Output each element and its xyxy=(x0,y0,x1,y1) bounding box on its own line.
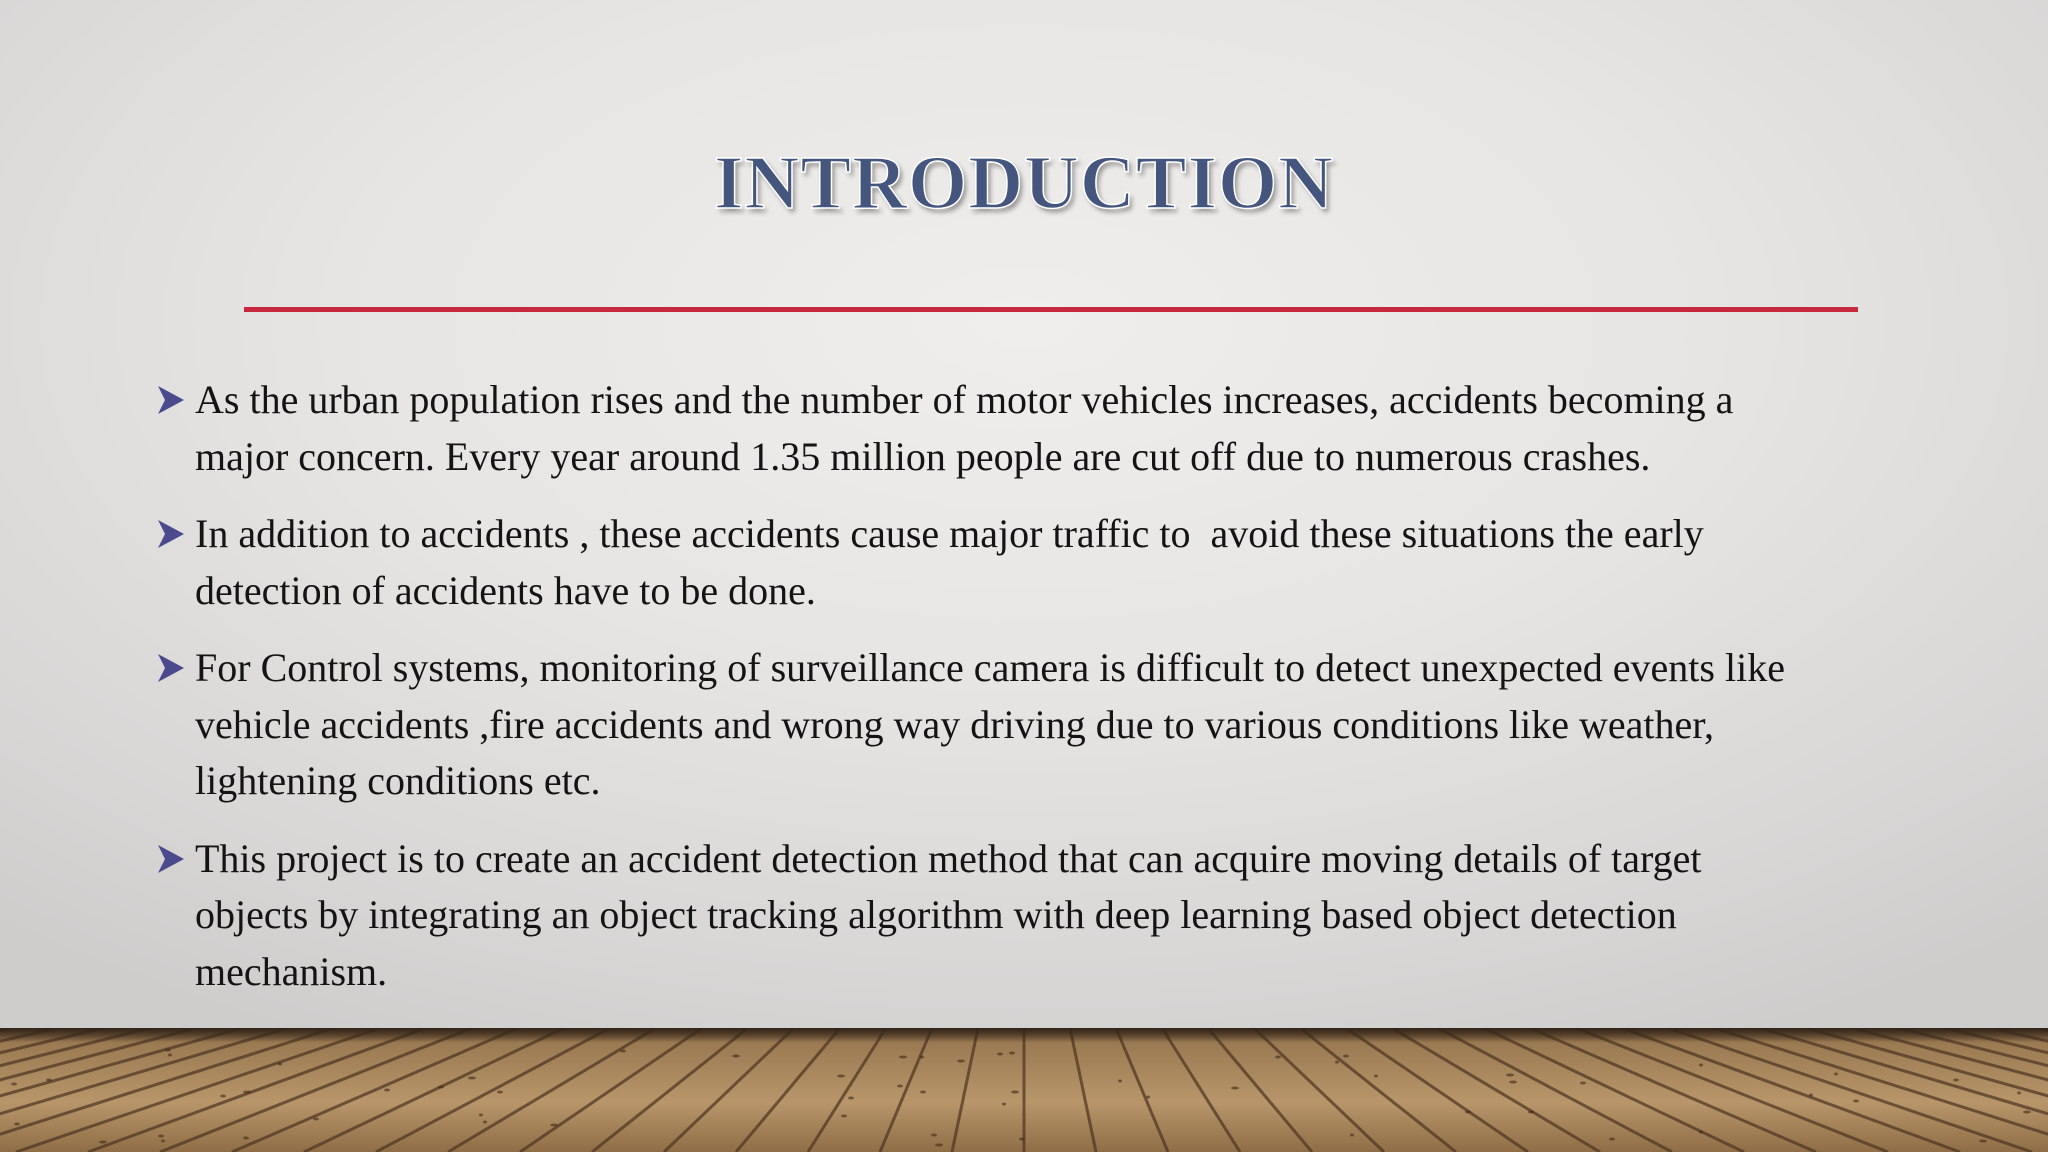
wood-knot xyxy=(220,1095,226,1098)
wood-knot xyxy=(997,1053,1003,1056)
bullet-line: objects by integrating an object tracking algorithm with deep learning based object detection xyxy=(195,892,1677,937)
wood-knot xyxy=(1853,1100,1859,1103)
bullet-line: mechanism. xyxy=(195,948,388,994)
wood-knot xyxy=(243,1091,251,1094)
slide-title: INTRODUCTION xyxy=(713,141,1335,225)
wood-knot xyxy=(957,1060,965,1063)
wood-knot xyxy=(1528,1111,1534,1114)
bullet-list xyxy=(156,372,1916,1021)
wood-knot xyxy=(278,1063,282,1066)
wood-knot xyxy=(313,1118,319,1121)
wood-knot xyxy=(497,1091,503,1094)
wood-knot xyxy=(168,1054,172,1057)
wood-knot xyxy=(732,1055,740,1058)
wood-knot xyxy=(841,1115,847,1118)
arrow-bullet-icon xyxy=(156,843,186,875)
wood-knot xyxy=(897,1085,903,1088)
bullet-line: detection of accidents have to be done. xyxy=(195,567,816,613)
wood-knot xyxy=(1335,1061,1339,1064)
wood-knot xyxy=(1275,1056,1281,1059)
wood-knot xyxy=(1231,1087,1239,1090)
wood-knot xyxy=(837,1075,845,1078)
bullet-item xyxy=(156,640,1916,810)
bullet-item xyxy=(156,506,1916,619)
wood-knot xyxy=(1809,1094,1813,1097)
bullet-item xyxy=(156,831,1916,1001)
wood-knot xyxy=(1019,1138,1025,1141)
wood-knot xyxy=(1146,1096,1150,1099)
wood-knot xyxy=(161,1140,165,1143)
wood-knot xyxy=(1374,1075,1378,1078)
wood-knot xyxy=(11,1083,17,1086)
arrow-bullet-icon xyxy=(156,384,186,416)
wood-knot xyxy=(479,1114,483,1117)
bullet-line: For Control systems, monitoring of surveillance camera is difficult to detect unexpected events like xyxy=(195,645,1785,690)
wood-knot xyxy=(1002,1103,1006,1106)
bullet-item xyxy=(156,372,1916,485)
wood-knot xyxy=(1009,1052,1015,1055)
arrow-bullet-icon xyxy=(156,652,186,684)
wood-knot xyxy=(243,1137,249,1140)
wood-knot xyxy=(158,1135,164,1138)
bullet-line: In addition to accidents , these accidents cause major traffic to avoid these situations the early xyxy=(195,511,1704,556)
wood-knot xyxy=(1834,1073,1838,1076)
wood-knot xyxy=(935,1144,943,1147)
wood-knot xyxy=(1953,1079,1959,1082)
wood-knot xyxy=(14,1123,20,1126)
wood-knot xyxy=(1699,1131,1703,1134)
wood-knot xyxy=(848,1097,854,1100)
wood-knot xyxy=(931,1134,937,1137)
wood-knot xyxy=(1011,1091,1019,1094)
bullet-line: As the urban population rises and the number of motor vehicles increases, accidents becoming a xyxy=(195,377,1734,422)
bullet-line: vehicle accidents ,fire accidents and wrong way driving due to various conditions like weather, xyxy=(195,701,1715,747)
wood-floor xyxy=(0,1028,2048,1152)
wood-knot xyxy=(99,1141,107,1144)
bullet-line: lightening conditions etc. xyxy=(195,758,601,803)
wood-knot xyxy=(920,1056,924,1059)
wood-knot xyxy=(1118,1080,1122,1083)
wood-knot xyxy=(384,1089,390,1092)
wood-knot xyxy=(1609,1138,1615,1141)
wood-knot xyxy=(1506,1074,1514,1077)
wood-knot xyxy=(468,1077,476,1080)
wood-knot xyxy=(438,1086,444,1089)
wood-knot xyxy=(1350,1134,1354,1137)
bullet-line: This project is to create an accident detection method that can acquire moving details of target xyxy=(195,835,1702,881)
wood-knot xyxy=(920,1091,926,1094)
wood-knot xyxy=(483,1121,487,1124)
wood-knot xyxy=(1580,1082,1586,1085)
wood-knot xyxy=(899,1056,907,1059)
bullet-line: major concern. Every year around 1.35 million people are cut off due to numerous crashes. xyxy=(195,433,1651,479)
wood-knot xyxy=(2023,1111,2031,1114)
wood-knot xyxy=(1465,1111,1471,1114)
wood-knot xyxy=(550,1124,558,1127)
wood-knot xyxy=(1979,1140,1987,1143)
wood-knot xyxy=(1343,1055,1349,1058)
arrow-bullet-icon xyxy=(156,518,186,550)
wood-knot xyxy=(2017,1092,2021,1095)
wood-knot xyxy=(1509,1081,1517,1084)
wood-knot xyxy=(1699,1064,1703,1067)
title-underline-rule xyxy=(244,307,1858,312)
wood-knot xyxy=(165,1049,171,1052)
wood-knot xyxy=(46,1079,52,1082)
wood-knot xyxy=(620,1050,626,1053)
